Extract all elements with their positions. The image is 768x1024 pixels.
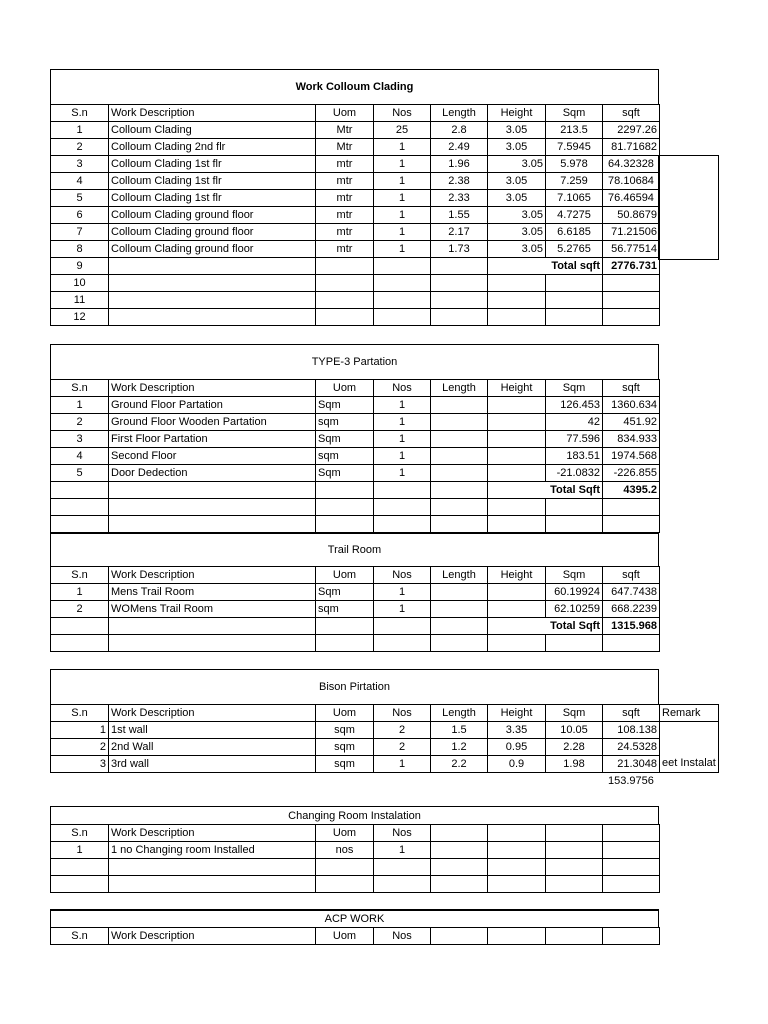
cell: 1 [374,224,431,241]
cell: Colloum Clading ground floor [109,241,316,258]
cell: 1.96 [431,156,488,173]
col-header: Uom [316,705,374,722]
trail-room-table [50,566,660,652]
cell: Second Floor [109,448,316,465]
col-header: Uom [316,105,374,122]
col-header: Work Description [109,380,316,397]
cell: 3.05 [488,190,546,207]
cell: 1 [374,431,431,448]
cell: Door Dedection [109,465,316,482]
col-header: Nos [374,105,431,122]
cell: mtr [316,156,374,173]
cell: nos [316,842,374,859]
cell: 1.98 [546,756,603,773]
cell: 3 [51,431,109,448]
header-row [51,105,660,122]
table-row [51,397,660,414]
total-row [51,618,660,635]
col-header: Length [431,705,488,722]
col-header: Work Description [109,825,316,842]
col-header: Height [488,705,546,722]
cell: 2 [374,722,431,739]
cell: sqm [316,448,374,465]
col-header: Length [431,567,488,584]
table-row [51,156,660,173]
col-header: Nos [374,380,431,397]
cell: Sqm [316,584,374,601]
total-label: Total sqft [488,258,603,275]
col-header: Nos [374,705,431,722]
table-row [51,756,719,773]
cell: 12 [51,309,109,326]
col-header: Length [431,380,488,397]
table-row [51,224,660,241]
col-header: Sqm [546,705,603,722]
cell: 2297.26 [603,122,660,139]
cell: 0.95 [488,739,546,756]
cell: 1 [374,241,431,258]
type3-partation-section [50,344,660,652]
col-header: Uom [316,567,374,584]
col-header: Length [431,105,488,122]
cell: Mtr [316,122,374,139]
cell: mtr [316,207,374,224]
cell: Colloum Clading ground floor [109,207,316,224]
cell: 5.978 [546,156,603,173]
cell: 1 [374,207,431,224]
header-row [51,825,660,842]
cell: 8 [51,241,109,258]
cell: 1st wall [109,722,316,739]
cell: 1 [374,156,431,173]
cell: 1 no Changing room Installed [109,842,316,859]
changing-room-table [50,824,660,893]
col-header: sqft [603,105,660,122]
cell: -21.0832 [546,465,603,482]
section-title: TYPE-3 Partation [50,344,659,379]
total-value: 2776.731 [603,258,660,275]
table-row [51,516,660,533]
cell: mtr [316,224,374,241]
cell: Colloum Clading 1st flr [109,156,316,173]
total-label: Total Sqft [488,482,603,499]
table-row [51,601,660,618]
col-header: S.n [51,380,109,397]
cell: 56.77514 [603,241,660,258]
section-title: Changing Room Instalation [50,806,659,824]
table-row [51,275,660,292]
table-row [51,207,660,224]
col-header: sqft [603,567,660,584]
cell: 1 [51,584,109,601]
cell: 1 [51,722,109,739]
cell: 1 [51,842,109,859]
cell: Mtr [316,139,374,156]
header-row [51,928,660,945]
cell: 1360.634 [603,397,660,414]
total-row [51,482,660,499]
remark-header: Remark [660,705,719,722]
col-header: Work Description [109,705,316,722]
table-row [51,465,660,482]
cell: Ground Floor Partation [109,397,316,414]
cell: Sqm [316,465,374,482]
cell: 4.7275 [546,207,603,224]
cell: 78.10684 [603,173,660,190]
cell: 1 [374,397,431,414]
cell: Colloum Clading 1st flr [109,173,316,190]
col-header: S.n [51,825,109,842]
table-row [51,241,660,258]
cell: 183.51 [546,448,603,465]
cell: 451.92 [603,414,660,431]
cell: 1 [374,465,431,482]
col-header: Uom [316,928,374,945]
cell: 7.5945 [546,139,603,156]
cell: Colloum Clading 2nd flr [109,139,316,156]
cell: sqm [316,601,374,618]
cell: 2 [51,139,109,156]
type3-partation-table [50,379,660,533]
cell: 21.3048 [603,756,660,773]
section-title: Work Colloum Clading [50,69,659,104]
cell: 64.32328 [603,156,660,173]
col-header: S.n [51,105,109,122]
cell: Sqm [316,397,374,414]
cell: 4 [51,173,109,190]
cell: 2.38 [431,173,488,190]
cell: 3.05 [488,224,546,241]
cell: sqm [316,739,374,756]
cell: 647.7438 [603,584,660,601]
cell: 2.33 [431,190,488,207]
cell: 3 [51,756,109,773]
cell: 834.933 [603,431,660,448]
cell: 2 [51,601,109,618]
total-value: 1315.968 [603,618,660,635]
cell: 7.1065 [546,190,603,207]
cell: Colloum Clading 1st flr [109,190,316,207]
cell: 42 [546,414,603,431]
cell: 3.05 [488,207,546,224]
cell: sqm [316,722,374,739]
table-row [51,139,660,156]
cell: -226.855 [603,465,660,482]
cell: 1.5 [431,722,488,739]
cell: 1 [374,601,431,618]
cell: 1 [374,584,431,601]
cell: 3.05 [488,173,546,190]
cell: 3.35 [488,722,546,739]
cell: mtr [316,241,374,258]
cell: 1.2 [431,739,488,756]
cell: 1 [51,397,109,414]
bison-pirtation-section [50,669,719,787]
table-row [51,431,660,448]
cell: 5 [51,190,109,207]
cell: Colloum Clading [109,122,316,139]
cell: 126.453 [546,397,603,414]
col-header: S.n [51,567,109,584]
table-row [51,122,660,139]
cell: 71.21506 [603,224,660,241]
col-header: S.n [51,928,109,945]
cell: 7 [51,224,109,241]
cell: 24.5328 [603,739,660,756]
changing-room-section [50,806,660,893]
section-title: Trail Room [50,533,659,566]
header-row [51,380,660,397]
cell: 1 [374,756,431,773]
colloum-clading-table [50,104,660,326]
cell: 2 [51,414,109,431]
table-row [51,859,660,876]
cell: 1 [374,448,431,465]
cell: 77.596 [546,431,603,448]
cell: 5 [51,465,109,482]
cell: 62.10259 [546,601,603,618]
extra-column-box [658,155,719,260]
remark-overflow: eet Instalat [660,756,719,773]
col-header: sqft [603,705,660,722]
cell: 1 [374,414,431,431]
cell: sqm [316,756,374,773]
total-row [51,258,660,275]
col-header: Work Description [109,567,316,584]
cell: 1 [374,190,431,207]
table-row [51,584,660,601]
cell: 1 [374,842,431,859]
table-row [51,635,660,652]
section-title: Bison Pirtation [50,669,659,704]
col-header: Work Description [109,105,316,122]
col-header: Work Description [109,928,316,945]
grand-total: 153.9756 [608,775,654,787]
table-row [51,448,660,465]
table-row [51,173,660,190]
col-header: S.n [51,705,109,722]
cell: First Floor Partation [109,431,316,448]
col-header: Uom [316,825,374,842]
cell: 1.73 [431,241,488,258]
table-row [51,292,660,309]
cell: 3.05 [488,156,546,173]
cell: 10 [51,275,109,292]
col-header: Nos [374,928,431,945]
colloum-clading-section [50,69,660,326]
acp-work-table [50,927,660,945]
cell: 60.19924 [546,584,603,601]
table-row [51,722,719,739]
table-row [51,309,660,326]
cell: mtr [316,190,374,207]
cell: 81.71682 [603,139,660,156]
cell: 10.05 [546,722,603,739]
cell: 2 [51,739,109,756]
cell: 3.05 [488,241,546,258]
cell: 1 [374,173,431,190]
cell: 11 [51,292,109,309]
cell: Colloum Clading ground floor [109,224,316,241]
cell: 1 [51,122,109,139]
cell: Ground Floor Wooden Partation [109,414,316,431]
cell: 76.46594 [603,190,660,207]
cell: 2 [374,739,431,756]
cell: 4 [51,448,109,465]
cell: 2.8 [431,122,488,139]
table-row [51,414,660,431]
acp-work-section [50,909,660,945]
cell: 668.2239 [603,601,660,618]
cell: 1.55 [431,207,488,224]
cell: 50.8679 [603,207,660,224]
table-row [51,190,660,207]
cell: 25 [374,122,431,139]
cell: 213.5 [546,122,603,139]
cell: 2.17 [431,224,488,241]
cell: 1974.568 [603,448,660,465]
cell: Sqm [316,431,374,448]
cell: 7.259 [546,173,603,190]
col-header: Nos [374,825,431,842]
section-title: ACP WORK [50,909,659,927]
cell: 3rd wall [109,756,316,773]
header-row [51,567,660,584]
cell: 6 [51,207,109,224]
col-header: sqft [603,380,660,397]
table-row [51,876,660,893]
cell: 108.138 [603,722,660,739]
cell: 2.49 [431,139,488,156]
bison-pirtation-table [50,704,719,773]
col-header: Height [488,380,546,397]
cell: sqm [316,414,374,431]
header-row [51,705,719,722]
cell: 2nd Wall [109,739,316,756]
col-header: Sqm [546,380,603,397]
col-header: Nos [374,567,431,584]
cell: 0.9 [488,756,546,773]
cell: 2.28 [546,739,603,756]
cell: WOMens Trail Room [109,601,316,618]
cell: 3.05 [488,122,546,139]
cell: mtr [316,173,374,190]
col-header: Height [488,105,546,122]
cell: 5.2765 [546,241,603,258]
cell: 2.2 [431,756,488,773]
col-header: Uom [316,380,374,397]
total-label: Total Sqft [488,618,603,635]
col-header: Height [488,567,546,584]
cell: 3.05 [488,139,546,156]
cell: Mens Trail Room [109,584,316,601]
table-row [51,499,660,516]
table-row [51,842,660,859]
col-header: Sqm [546,105,603,122]
cell: 6.6185 [546,224,603,241]
col-header: Sqm [546,567,603,584]
total-value: 4395.2 [603,482,660,499]
table-row [51,739,719,756]
cell: 1 [374,139,431,156]
cell: 3 [51,156,109,173]
cell: 9 [51,258,109,275]
